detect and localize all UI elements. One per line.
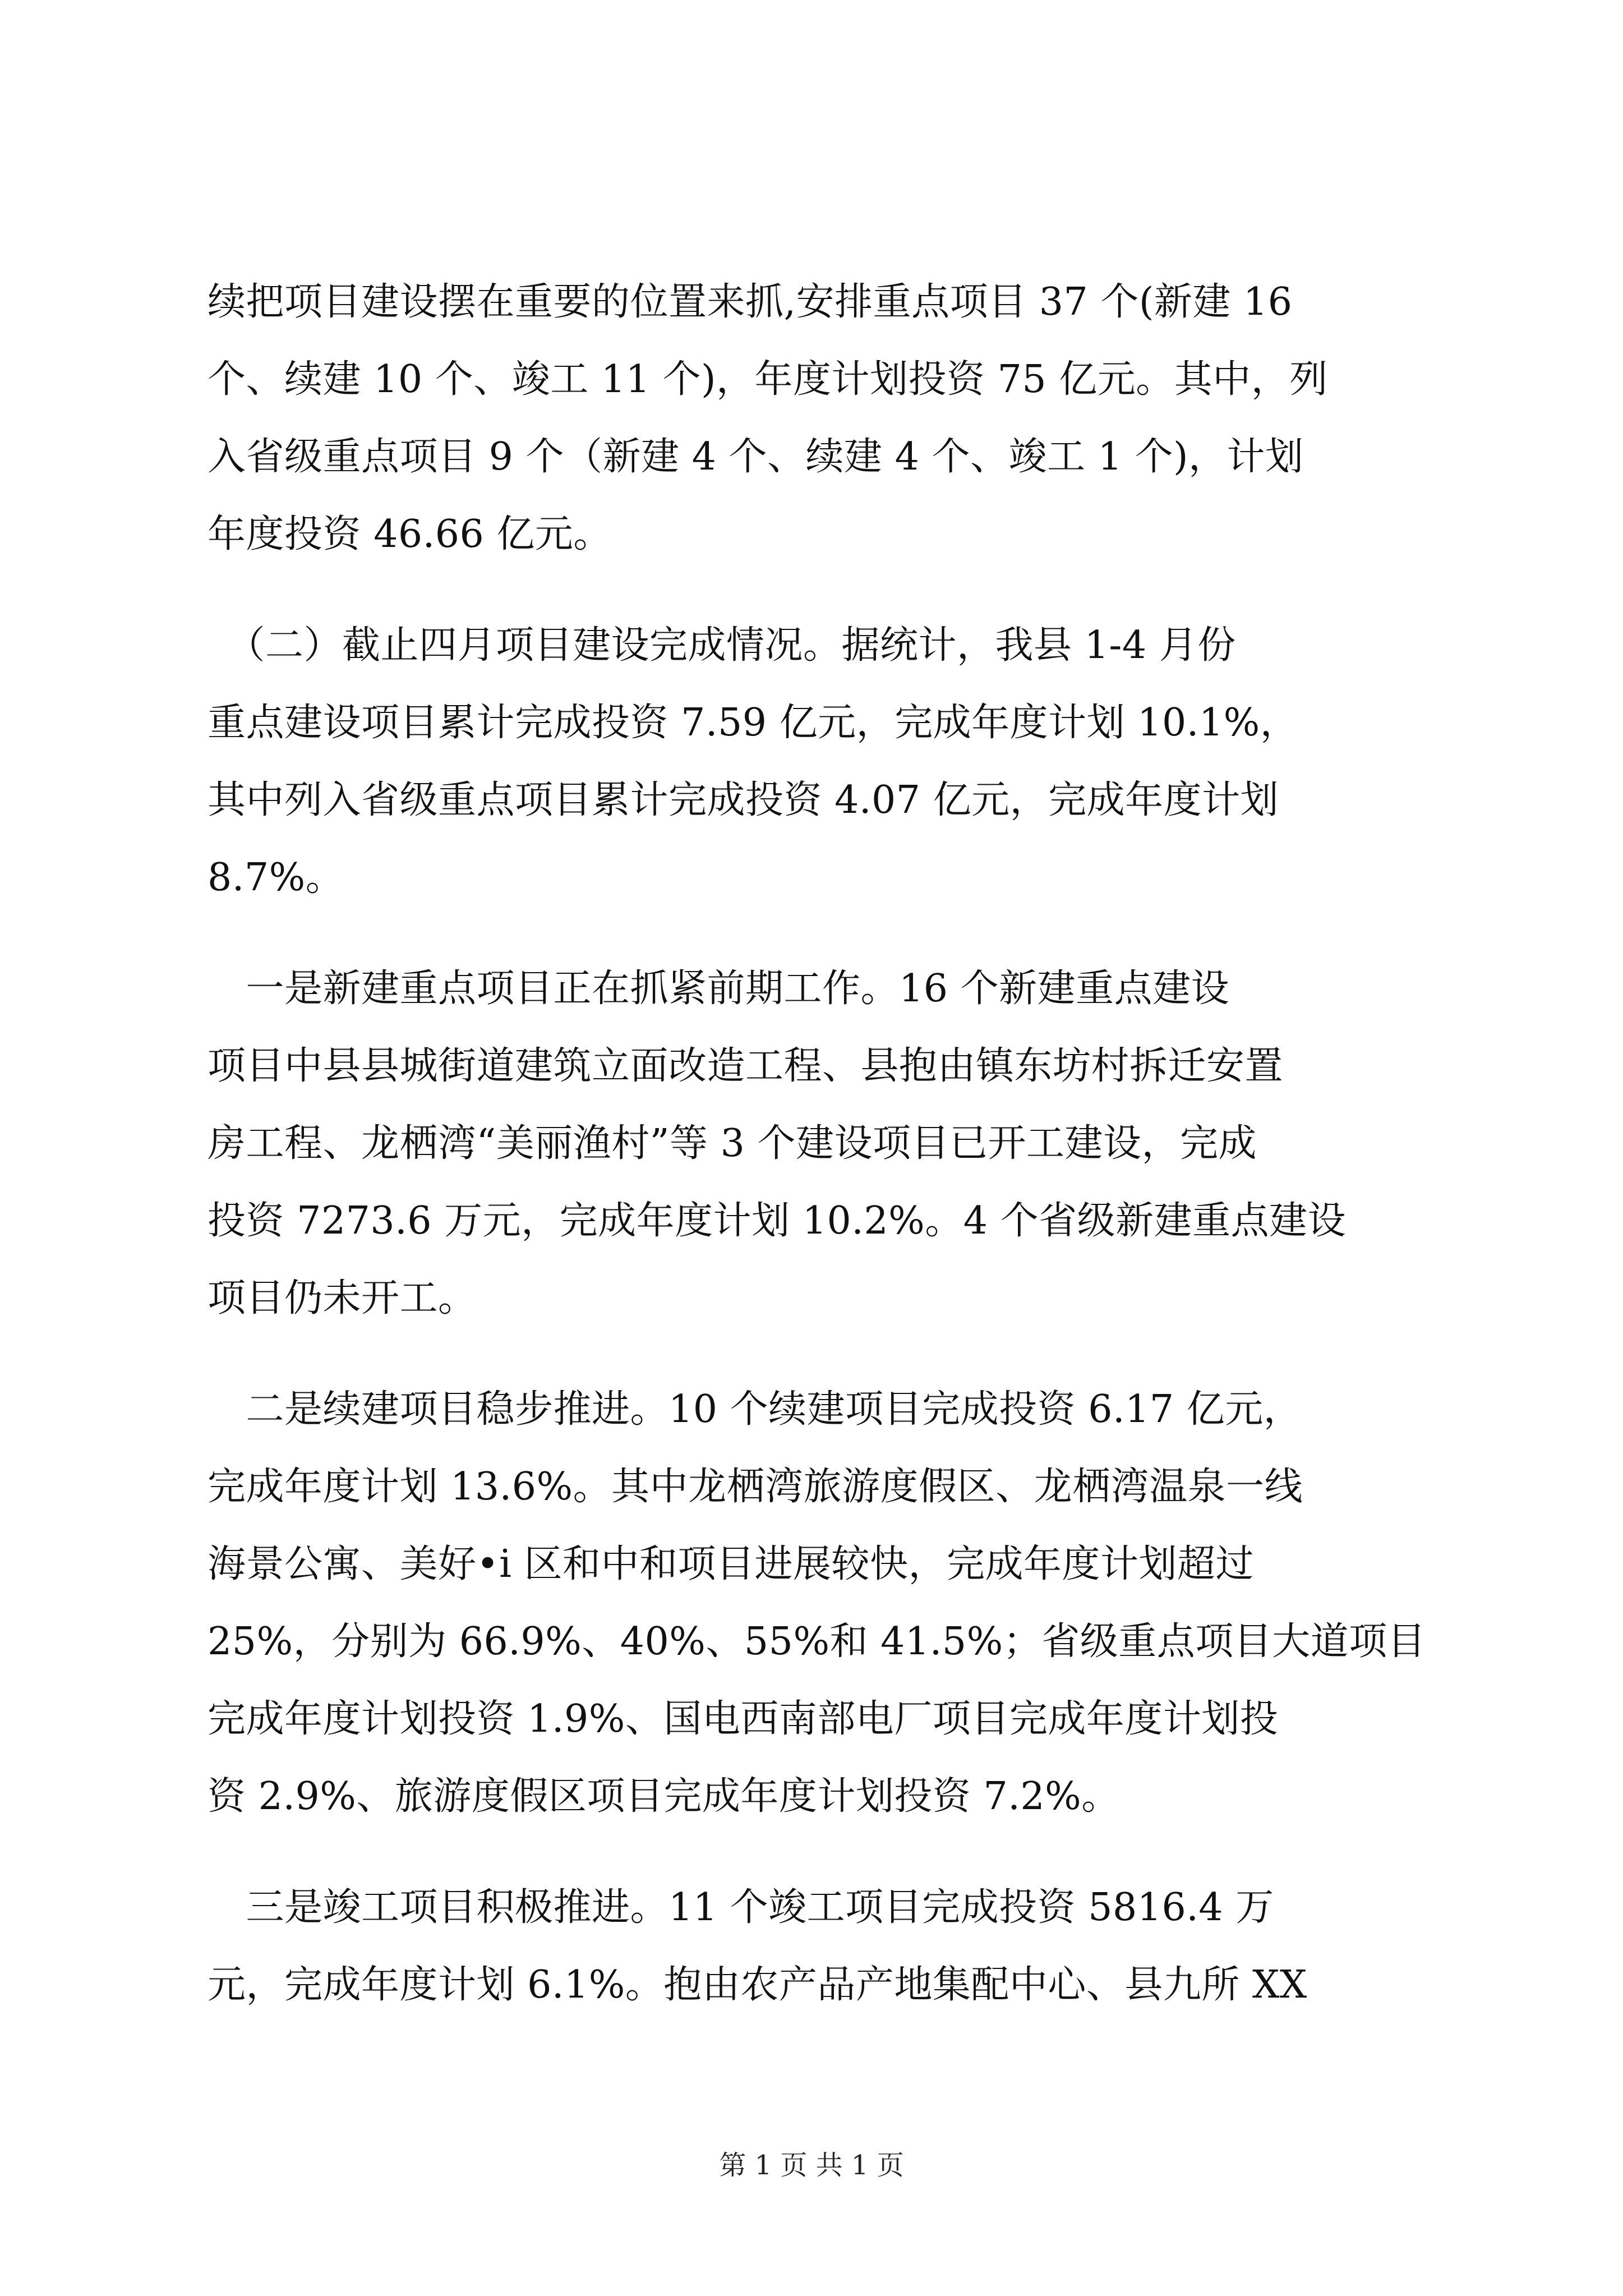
page-footer: 第 1 页 共 1 页 <box>719 2150 904 2181</box>
text-line: 重点建设项目累计完成投资 7.59 亿元，完成年度计划 10.1%， <box>208 701 1299 745</box>
text-line: 入省级重点项目 9 个（新建 4 个、续建 4 个、竣工 1 个)，计划 <box>208 435 1304 479</box>
text-line: 个、续建 10 个、竣工 11 个)，年度计划投资 75 亿元。其中，列 <box>208 357 1328 402</box>
paragraph-gap <box>208 1835 1415 1869</box>
text-line: 其中列入省级重点项目累计完成投资 4.07 亿元，完成年度计划 <box>208 778 1279 822</box>
text-line: 25%，分别为 66.9%、40%、55%和 41.5%；省级重点项目大道项目 <box>208 1619 1426 1664</box>
document-body <box>208 264 1426 2024</box>
text-line: 元，完成年度计划 6.1%。抱由农产品产地集配中心、县九所 XX <box>208 1963 1307 2007</box>
text-line: 海景公寓、美好•i 区和中和项目进展较快，完成年度计划超过 <box>208 1542 1254 1586</box>
paragraph-gap <box>208 917 1415 950</box>
text-line: （二）截止四月项目建设完成情况。据统计，我县 1-4 月份 <box>208 623 1236 668</box>
text-line: 投资 7273.6 万元，完成年度计划 10.2%。4 个省级新建重点建设 <box>208 1199 1347 1243</box>
text-line: 项目仍未开工。 <box>208 1276 477 1320</box>
text-line: 完成年度计划投资 1.9%、国电西南部电厂项目完成年度计划投 <box>208 1697 1279 1741</box>
text-line: 一是新建重点项目正在抓紧前期工作。16 个新建重点建设 <box>208 967 1230 1011</box>
text-line: 房工程、龙栖湾“美丽渔村”等 3 个建设项目已开工建设，完成 <box>208 1121 1257 1166</box>
paragraph-gap <box>208 573 1415 607</box>
text-line: 二是续建项目稳步推进。10 个续建项目完成投资 6.17 亿元， <box>208 1387 1302 1432</box>
text-line: 年度投资 46.66 亿元。 <box>208 512 612 556</box>
text-line: 完成年度计划 13.6%。其中龙栖湾旅游度假区、龙栖湾温泉一线 <box>208 1465 1303 1509</box>
text-line: 三是竣工项目积极推进。11 个竣工项目完成投资 5816.4 万 <box>208 1885 1274 1930</box>
text-line: 项目中县县城街道建筑立面改造工程、县抱由镇东坊村拆迁安置 <box>208 1044 1284 1088</box>
text-line: 资 2.9%、旅游度假区项目完成年度计划投资 7.2%。 <box>208 1774 1120 1819</box>
paragraph-gap <box>208 1337 1415 1371</box>
text-line: 8.7%。 <box>208 855 344 900</box>
text-line: 续把项目建设摆在重要的位置来抓,安排重点项目 37 个(新建 16 <box>208 280 1293 324</box>
